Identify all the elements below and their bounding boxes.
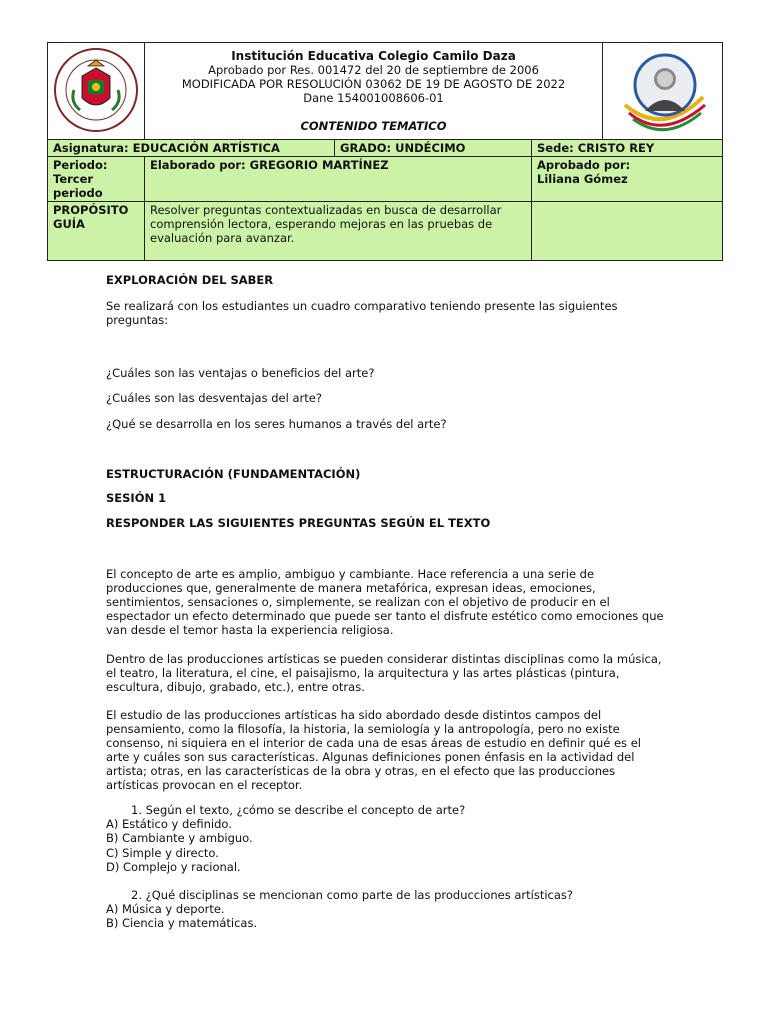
- left-logo-cell: [48, 43, 145, 140]
- exploration-question-2: ¿Cuáles son las desventajas del arte?: [106, 391, 322, 405]
- subject-cell: Asignatura: EDUCACIÓN ARTÍSTICA: [48, 140, 335, 157]
- prepared-by-cell: Elaborado por: GREGORIO MARTÍNEZ: [145, 157, 532, 202]
- header-table: [47, 42, 723, 261]
- exploration-question-1: ¿Cuáles son las ventajas o beneficios del arte?: [106, 366, 375, 380]
- anniversary-portrait-logo: [615, 45, 711, 135]
- period-value-line-1: Tercer: [53, 172, 94, 186]
- approved-label: Aprobado por:: [537, 158, 631, 172]
- dane-code: Dane 154001008606-01: [303, 91, 444, 105]
- document-subtitle: CONTENIDO TEMATICO: [300, 119, 447, 133]
- period-value-line-2: periodo: [53, 186, 103, 200]
- question-1-option-c: C) Simple y directo.: [106, 846, 219, 860]
- question-2-option-a: A) Música y deporte.: [106, 902, 225, 916]
- institution-header: [145, 43, 603, 140]
- institution-name: Institución Educativa Colegio Camilo Daza: [231, 49, 516, 63]
- purpose-label-line-2: GUÍA: [53, 217, 85, 231]
- exploration-question-3: ¿Qué se desarrolla en los seres humanos a través del arte?: [106, 417, 447, 431]
- question-1: 1. Según el texto, ¿cómo se describe el concepto de arte?: [131, 803, 466, 817]
- right-logo-cell: [603, 43, 723, 140]
- grade-cell: GRADO: UNDÉCIMO: [335, 140, 532, 157]
- period-label: Periodo:: [53, 158, 108, 172]
- sede-cell: Sede: CRISTO REY: [532, 140, 723, 157]
- exploration-heading: EXPLORACIÓN DEL SABER: [106, 273, 274, 287]
- purpose-text-cell: Resolver preguntas contextualizadas en busca de desarrollar comprensión lectora, esperando mejoras en las pruebas de evaluación para avanzar.: [145, 202, 532, 261]
- paragraph-1: El concepto de arte es amplio, ambiguo y cambiante. Hace referencia a una serie de producciones que, generalmente de manera metafórica, expresan ideas, emociones, sentimientos, sensaciones o, simplemente, se realizan con el objetivo de producir en el espectador un efecto determinado que puede ser tanto el disfrute estético como emociones que van desde el temor hasta la experiencia religiosa.: [106, 567, 664, 637]
- paragraph-2: Dentro de las producciones artísticas se pueden considerar distintas disciplinas como la música, el teatro, la literatura, el cine, el paisajismo, la arquitectura y las artes plásticas (pintura, escultura, dibujo, grabado, etc.), entre otras.: [106, 652, 662, 694]
- paragraph-3: El estudio de las producciones artísticas ha sido abordado desde distintos campos del pensamiento, como la filosofía, la historia, la semiología y la antropología, pero no existe consenso, ni siquiera en el interior de cada una de esas áreas de estudio en definir qué es el arte y cuáles son sus características. Algunas definiciones ponen énfasis en la actividad del artista; otras, en las características de la obra y otras, en el efecto que las producciones artísticas provocan en el receptor.: [106, 708, 641, 792]
- structuring-heading: ESTRUCTURACIÓN (FUNDAMENTACIÓN): [106, 467, 361, 481]
- modification-resolution: MODIFICADA POR RESOLUCIÓN 03062 DE 19 DE AGOSTO DE 2022: [181, 77, 566, 91]
- period-cell: [48, 157, 145, 202]
- exploration-intro: Se realizará con los estudiantes un cuadro comparativo teniendo presente las siguientes preguntas:: [106, 299, 618, 327]
- purpose-empty-cell: [532, 202, 723, 261]
- purpose-label-line-1: PROPÓSITO: [53, 203, 129, 217]
- question-1-option-b: B) Cambiante y ambiguo.: [106, 831, 253, 845]
- instruction-heading: RESPONDER LAS SIGUIENTES PREGUNTAS SEGÚN EL TEXTO: [106, 516, 491, 530]
- approved-by-cell: [532, 157, 723, 202]
- approval-resolution: Aprobado por Res. 001472 del 20 de septiembre de 2006: [208, 63, 539, 77]
- session-heading: SESIÓN 1: [106, 491, 167, 505]
- question-2: 2. ¿Qué disciplinas se mencionan como parte de las producciones artísticas?: [131, 888, 574, 902]
- question-2-option-b: B) Ciencia y matemáticas.: [106, 916, 258, 930]
- purpose-label-cell: [48, 202, 145, 261]
- question-1-option-a: A) Estático y definido.: [106, 817, 232, 831]
- school-crest-logo: [52, 46, 140, 134]
- question-1-option-d: D) Complejo y racional.: [106, 860, 241, 874]
- approved-name: Liliana Gómez: [537, 172, 628, 186]
